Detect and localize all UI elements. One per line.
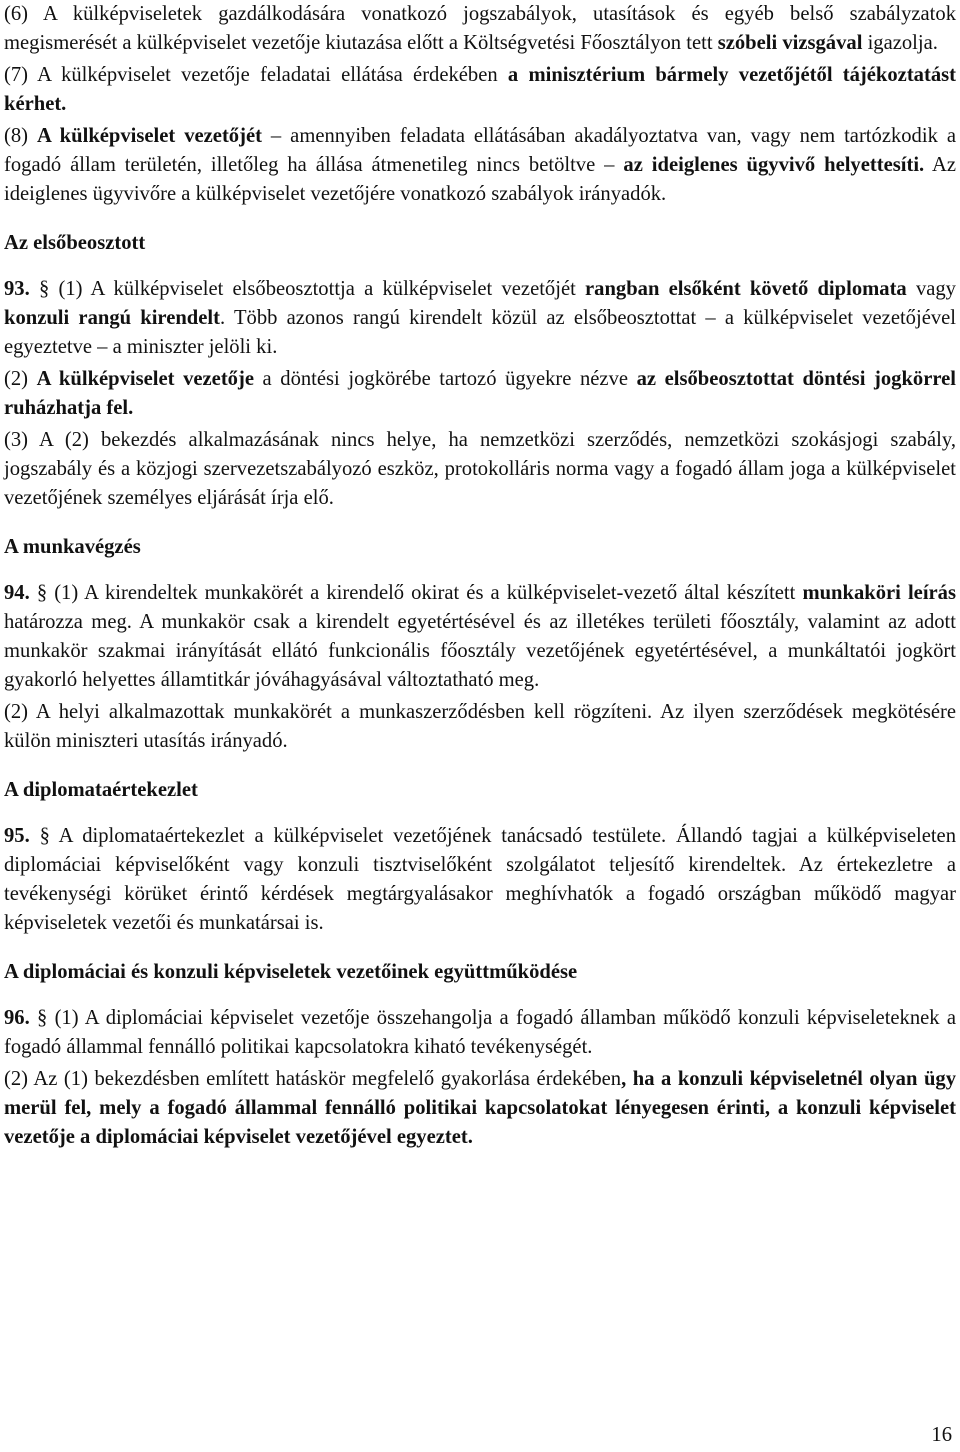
bold-text-run: A külképviselet vezetőjét (36, 125, 262, 147)
bold-text-run: 96. (4, 1007, 30, 1029)
text-run: a döntési jogkörébe tartozó ügyekre nézve (253, 368, 637, 390)
bold-text-run: 95. (4, 825, 30, 847)
paragraph-93-1 (4, 275, 956, 362)
paragraph-95 (4, 822, 956, 938)
paragraph-96-2 (4, 1065, 956, 1152)
text-run: (7) A külképviselet vezetője feladatai ellátása érdekében (4, 64, 508, 86)
text-run: Az ideiglenes ügyvivőre a külképviselet vezetőjére vonatkozó szabályok irányadók. (4, 154, 957, 205)
text-run: (2) Az (1) bekezdésben említett hatáskör megfelelő gyakorlása érdekében (4, 1068, 622, 1090)
document-page (4, 0, 956, 1152)
text-run: (3) A (2) bekezdés alkalmazásának nincs helye, ha nemzetközi szerződés, nemzetközi szokásjogi szabály, jogszabály és a közjogi szervezetszabályozó eszköz, protokolláris norma vagy a fogadó állam joga a külképviselet vezetőjének személyes eljárását írja elő. (4, 429, 956, 509)
text-run: (2) (4, 368, 37, 390)
bold-text-run: a minisztérium bármely vezetőjétől tájékoztatást kérhet. (4, 64, 956, 115)
text-run: (2) A helyi alkalmazottak munkakörét a munkaszerződésben kell rögzíteni. Az ilyen szerződések megkötésére külön miniszteri utasítás irányadó. (4, 701, 956, 752)
text-run: § (1) A diplomáciai képviselet vezetője összehangolja a fogadó államban működő konzuli képviseleteknek a fogadó állammal fennálló politikai kapcsolatokra kiható tevékenységét. (4, 1007, 956, 1058)
text-run: (6) A külképviseletek gazdálkodására vonatkozó jogszabályok, utasítások és egyéb belső szabályzatok megismerését a külképviselet vezetője kiutazása előtt a Költségvetési Főosztályon tett (4, 3, 956, 54)
bold-text-run: az elsőbeosztottat döntési jogkörrel ruházhatja fel. (4, 368, 956, 419)
text-run: § (1) A kirendeltek munkakörét a kirendelő okirat és a külképviselet-vezető által készített (29, 582, 803, 604)
bold-text-run: , ha a konzuli képviseletnél olyan ügy merül fel, mely a fogadó állammal fennálló politikai kapcsolatokat lényegesen érinti, a konzuli képviselet vezetője a diplomáciai képviselet vezetőjével egyeztet. (4, 1068, 956, 1148)
bold-text-run: 93. (4, 278, 30, 300)
paragraph-94-1 (4, 579, 956, 695)
bold-text-run: A külképviselet vezetője (36, 368, 254, 390)
text-run: § A diplomataértekezlet a külképviselet vezetőjének tanácsadó testülete. Állandó tagjai a külképviseleten diplomáciai képviselőként vagy konzuli tisztviselőként szolgálatot teljesítő kirendeltek. Az értekezletre a tevékenységi körüket érintő kérdések megtárgyalásakor meghívhatók a fogadó országban működő magyar képviseletek vezetői és munkatársai is. (4, 825, 956, 934)
text-run: határozza meg. A munkakör csak a kirendelt egyetértésével és az illetékes területi főosztály, valamint az adott munkakör szakmai irányítását ellátó funkcionális főosztály vezetőjének egyetértésével, a munkáltatói jogkört gyakorló helyettes államtitkár jóváhagyásával változtatható meg. (4, 611, 956, 691)
paragraph-7 (4, 61, 956, 119)
section-heading-elsobeosztott: Az elsőbeosztott (4, 232, 146, 254)
section-heading-diplomataertekezlet: A diplomataértekezlet (4, 779, 198, 801)
text-run: § (1) A külképviselet elsőbeosztottja a külképviselet vezetőjét (29, 278, 586, 300)
paragraph-93-2 (4, 365, 956, 423)
section-heading-munkavegzes: A munkavégzés (4, 536, 141, 558)
bold-text-run: az ideiglenes ügyvivő helyettesíti. (623, 154, 925, 176)
bold-text-run: konzuli rangú kirendelt (4, 307, 220, 329)
text-run: igazolja. (862, 32, 938, 54)
paragraph-6 (4, 0, 956, 58)
paragraph-8 (4, 122, 956, 209)
text-run: (8) (4, 125, 37, 147)
section-heading-egyuttmukodes: A diplomáciai és konzuli képviseletek vezetőinek együttműködése (4, 961, 578, 983)
text-run: . Több azonos rangú kirendelt közül az elsőbeosztottat – a külképviselet vezetőjével egyeztetve – a miniszter jelöli ki. (4, 307, 957, 358)
page-number: 16 (931, 1424, 952, 1446)
bold-text-run: rangban elsőként követő diplomata (585, 278, 907, 300)
bold-text-run: 94. (4, 582, 30, 604)
bold-text-run: munkaköri leírás (802, 582, 956, 604)
paragraph-96-1 (4, 1004, 956, 1062)
paragraph-94-2 (4, 698, 956, 756)
text-run: – amennyiben feladata ellátásában akadályoztatva van, vagy nem tartózkodik a fogadó állam területén, illetőleg ha állása átmenetileg nincs betöltve – (4, 125, 956, 176)
text-run: vagy (906, 278, 956, 300)
paragraph-93-3 (4, 426, 956, 513)
bold-text-run: szóbeli vizsgával (717, 32, 863, 54)
